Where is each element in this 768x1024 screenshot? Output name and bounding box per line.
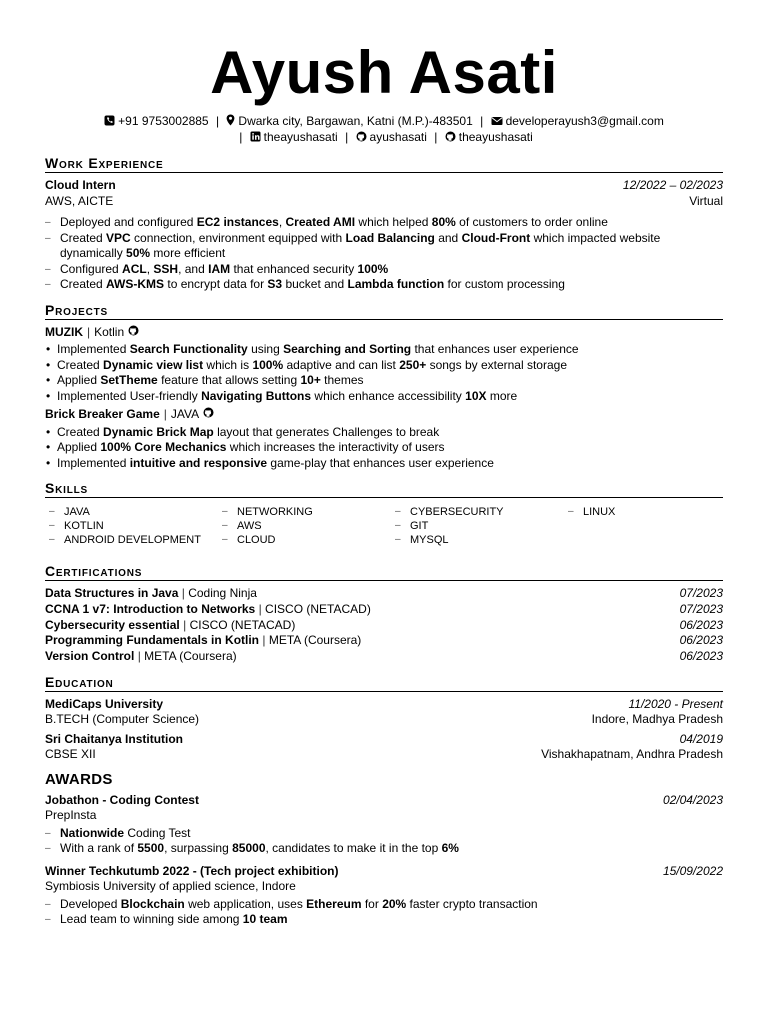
- cert-name: Cybersecurity essential: [45, 617, 180, 632]
- list-item: – Deployed and configured EC2 instances, Created AMI which helped 80% of customers to order online: [45, 215, 723, 231]
- cert-date: 06/2023: [679, 633, 723, 648]
- school-name: MediCaps University: [45, 696, 164, 711]
- github-link[interactable]: ayushasati: [369, 130, 427, 144]
- skill-item: – ANDROID DEVELOPMENT: [45, 533, 218, 547]
- award-title: Jobathon - Coding Contest: [45, 792, 199, 807]
- github-icon[interactable]: [203, 407, 214, 423]
- project-name: Brick Breaker Game: [45, 407, 160, 421]
- list-item: • Implemented Search Functionality using Searching and Sorting that enhances user experience: [45, 342, 723, 358]
- section-title-skills: Skills: [45, 480, 723, 498]
- school-place: Vishakhapatnam, Andhra Pradesh: [541, 747, 723, 762]
- section-title-education: Education: [45, 674, 723, 692]
- job-company: AWS, AICTE: [45, 193, 114, 208]
- cert-org: CISCO (NETACAD): [265, 601, 371, 616]
- section-title-awards: AWARDS: [45, 770, 113, 788]
- list-item: • Applied SetTheme feature that allows setting 10+ themes: [45, 373, 723, 389]
- email-link[interactable]: developerayush3@gmail.com: [505, 114, 664, 128]
- project-bullets: [45, 342, 723, 404]
- degree: B.TECH (Computer Science): [45, 712, 200, 727]
- github-icon[interactable]: [128, 325, 139, 341]
- cert-row: Programming Fundamentals in Kotlin | META (Coursera) 06/2023: [45, 633, 723, 648]
- school-name: Sri Chaitanya Institution: [45, 731, 184, 746]
- location: Dwarka city, Bargawan, Katni (M.P.)-483501: [238, 114, 473, 128]
- contact-separator: |: [239, 130, 243, 144]
- list-item: • Created Dynamic view list which is 100% adaptive and can list 250+ songs by external storage: [45, 358, 723, 374]
- list-item: – Developed Blockchain web application, uses Ethereum for 20% faster crypto transaction: [45, 897, 723, 913]
- cert-org: META (Coursera): [144, 649, 237, 664]
- project-name: MUZIK: [45, 324, 83, 339]
- job-bullets: [45, 215, 723, 293]
- contact-info: [45, 114, 723, 146]
- cert-row: Data Structures in Java | Coding Ninja 07/2023: [45, 586, 723, 600]
- award-bullets: [45, 826, 723, 857]
- candidate-name: Ayush Asati: [210, 39, 558, 106]
- list-item: • Implemented User-friendly Navigating Buttons which enhance accessibility 10X more: [45, 389, 723, 405]
- github-icon: [445, 131, 456, 146]
- cert-date: 07/2023: [679, 601, 723, 616]
- cert-row: Cybersecurity essential | CISCO (NETACAD) 06/2023: [45, 617, 723, 632]
- list-item: – Created VPC connection, environment equipped with Load Balancing and Cloud-Front which impacted website dynamically 50% more efficient: [45, 231, 723, 262]
- envelope-icon: [491, 115, 503, 130]
- cert-org: META (Coursera): [268, 633, 362, 648]
- award-bullets: [45, 897, 723, 928]
- job-dates: 12/2022 – 02/2023: [622, 178, 723, 192]
- award-title: Winner Techkutumb 2022 - (Tech project exhibition): [45, 863, 339, 878]
- cert-name: CCNA 1 v7: Introduction to Networks: [45, 601, 256, 616]
- skill-item: – LINUX: [564, 505, 714, 519]
- linkedin-link[interactable]: theayushasati: [263, 130, 338, 144]
- project-bullets: [45, 425, 723, 472]
- award-org: PrepInsta: [45, 808, 97, 823]
- section-title-projects: Projects: [45, 302, 723, 320]
- job-mode: Virtual: [689, 193, 723, 208]
- skill-item: – MYSQL: [391, 533, 564, 547]
- project-lang: JAVA: [170, 407, 200, 421]
- skill-item: – KOTLIN: [45, 519, 218, 533]
- cert-name: Version Control: [45, 649, 135, 664]
- award-org: Symbiosis University of applied science, Indore: [45, 879, 296, 894]
- list-item: • Created Dynamic Brick Map layout that generates Challenges to break: [45, 425, 723, 441]
- school-dates: 11/2020 - Present: [628, 696, 723, 711]
- skill-item: – GIT: [391, 519, 564, 533]
- skill-item: – AWS: [218, 519, 391, 533]
- section-title-certifications: Certifications: [45, 563, 723, 581]
- map-marker-icon: [226, 114, 235, 130]
- phone[interactable]: +91 9753002885: [118, 114, 209, 128]
- linkedin-icon: [250, 131, 261, 146]
- cert-date: 07/2023: [679, 586, 723, 600]
- skills-grid: [45, 505, 723, 547]
- github-link-2[interactable]: theayushasati: [458, 130, 533, 144]
- list-item: • Implemented intuitive and responsive game-play that enhances user experience: [45, 456, 723, 472]
- school-dates: 04/2019: [679, 731, 723, 746]
- list-item: – With a rank of 5500, surpassing 85000, candidates to make it in the top 6%: [45, 841, 723, 857]
- skill-item: – CLOUD: [218, 533, 391, 547]
- list-item: – Nationwide Coding Test: [45, 826, 723, 842]
- list-item: • Applied 100% Core Mechanics which increases the interactivity of users: [45, 440, 723, 456]
- github-icon: [356, 131, 367, 146]
- contact-separator: |: [345, 130, 349, 144]
- contact-separator: |: [480, 114, 484, 128]
- award-date: 15/09/2022: [662, 863, 723, 878]
- list-item: – Created AWS-KMS to encrypt data for S3 bucket and Lambda function for custom processing: [45, 277, 723, 293]
- cert-org: CISCO (NETACAD): [189, 617, 296, 632]
- cert-date: 06/2023: [679, 617, 723, 632]
- phone-icon: [104, 115, 115, 130]
- school-place: Indore, Madhya Pradesh: [591, 712, 723, 727]
- contact-separator: |: [434, 130, 438, 144]
- degree: CBSE XII: [45, 747, 96, 762]
- cert-name: Programming Fundamentals in Kotlin: [45, 633, 260, 648]
- section-title-work: Work Experience: [45, 155, 723, 173]
- cert-row: Version Control | META (Coursera) 06/2023: [45, 649, 723, 664]
- cert-row: CCNA 1 v7: Introduction to Networks | CISCO (NETACAD) 07/2023: [45, 601, 723, 616]
- project-lang: Kotlin: [94, 324, 125, 339]
- skill-item: – JAVA: [45, 505, 218, 519]
- cert-name: Data Structures in Java: [45, 586, 179, 600]
- list-item: – Lead team to winning side among 10 team: [45, 912, 723, 928]
- skill-item: – CYBERSECURITY: [391, 505, 564, 519]
- cert-date: 06/2023: [679, 649, 723, 664]
- job-title: Cloud Intern: [45, 178, 116, 192]
- list-item: – Configured ACL, SSH, and IAM that enhanced security 100%: [45, 262, 723, 278]
- skill-item: – NETWORKING: [218, 505, 391, 519]
- award-date: 02/04/2023: [662, 792, 723, 807]
- contact-separator: |: [215, 114, 220, 128]
- resume-page: Ayush Asati +91 9753002885 | Dwarka city, Bargawan, Katni (M.P.)-483501 | developerayush3@gmail.com | theayushasati | ayushasati | theayushasati Work Experience Cloud Intern 12/2022 – 02/2023 AWS, AICTE Virtual – Deployed and configured EC2 instances, Created AMI which helped 80% of customers to order online – Created VPC connection, environment equipped with Load Balancing and Cloud-Front which impacted website dynamically 50% more efficient – Configured ACL, SSH, and IAM that enhanced security 100% – Created AWS-KMS to encrypt data for S3 bucket and Lambda function for custom processing Projects MUZIK | Kotlin • Implemented Search Functionality using Searching and Sorting that enhances user experience • Created Dynamic view list which is 100% adaptive and can list 250+ songs by external storage • Applied SetTheme feature that allows setting 10+ themes • Implemented User-friendly Navigating Buttons which enhance accessibility 10X more Brick Breaker Game | JAVA • Created Dynamic Brick Map layout that generates Challenges to break • Applied 100% Core Mechanics which increases the interactivity of users • Implemented intuitive and responsive game-play that enhances user experience Skills – JAVA – NETWORKING – CYBERSECURITY – LINUX – KOTLIN – AWS – GIT – ANDROID DEVELOPMENT – CLOUD – MYSQL Certifications Data Structures in Java | Coding Ninja 07/2023 CCNA 1 v7: Introduction to Networks | CISCO (NETACAD) 07/2023 Cybersecurity essential | CISCO (NETACAD) 06/2023 Programming Fundamentals in Kotlin | META (Coursera) 06/2023 Version Control | META (Coursera) 06/2023 Education MediCaps University 11/2020 - Present B.TECH (Computer Science) Indore, Madhya Pradesh Sri Chaitanya Institution 04/2019 CBSE XII Vishakhapatnam, Andhra Pradesh AWARDS Jobathon - Coding Contest 02/04/2023 PrepInsta – Nationwide Coding Test – With a rank of 5500, surpassing 85000, candidates to make it in the top 6% Winner Techkutumb 2022 - (Tech project exhibition) 15/09/2022 Symbiosis University of applied science, Indore – Developed Blockchain web application, uses Ethereum for 20% faster crypto transaction – Lead team to winning side among 10 team: [45, 38, 723, 928]
- cert-org: Coding Ninja: [188, 586, 257, 600]
